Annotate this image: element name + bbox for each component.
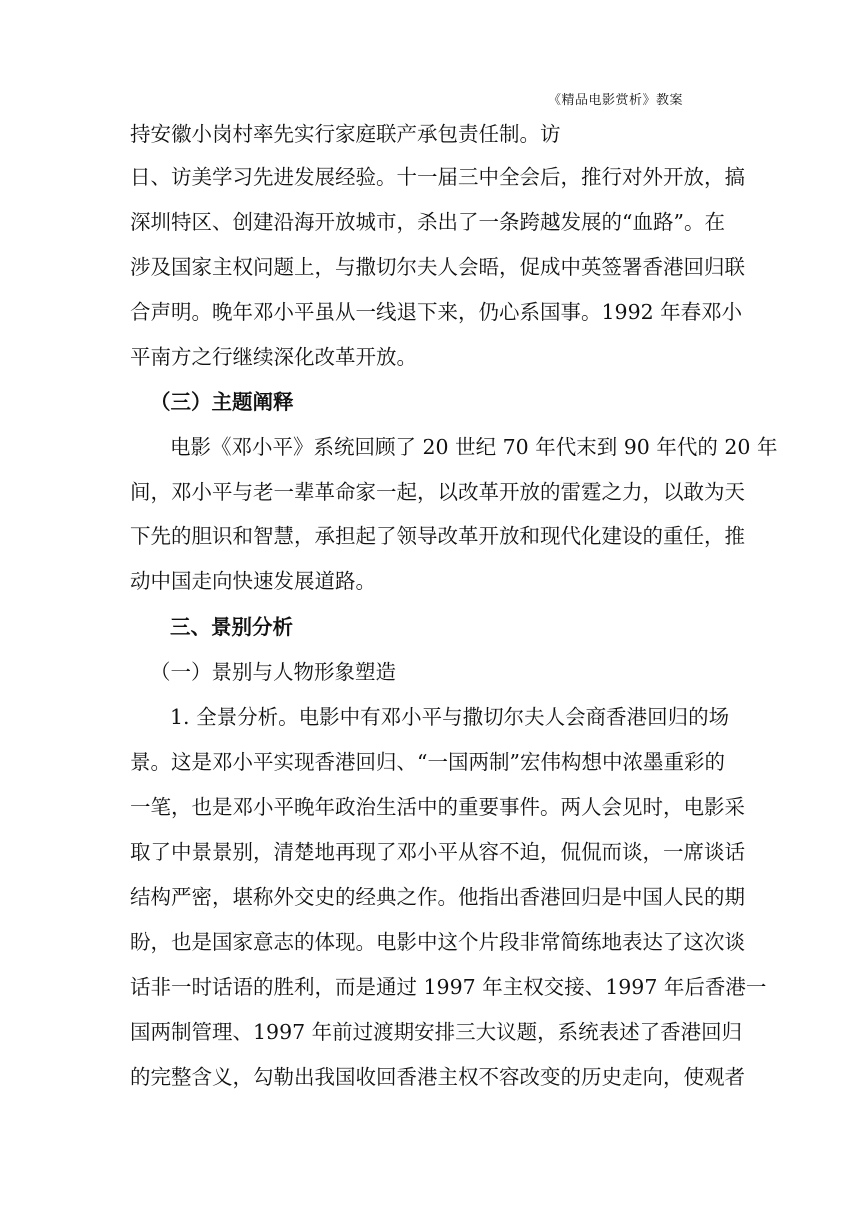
running-header: 《精品电影赏析》教案 (548, 93, 684, 108)
text-line-5: 合声明。晚年邓小平虽从一线退下来，仍心系国事。1992 年春邓小 (130, 300, 743, 324)
text-line-8: 电影《邓小平》系统回顾了 20 世纪 70 年代末到 90 年代的 20 年 (170, 435, 778, 459)
section-heading-theme: （三）主题阐释 (150, 390, 294, 414)
subsection-heading-shots-characters: （一）景别与人物形象塑造 (150, 660, 396, 684)
text-line-18: 结构严密，堪称外交史的经典之作。他指出香港回归是中国人民的期 (130, 885, 745, 909)
text-line-20: 话非一时话语的胜利，而是通过 1997 年主权交接、1997 年后香港一 (130, 975, 767, 999)
text-line-21: 国两制管理、1997 年前过渡期安排三大议题，系统表述了香港回归 (130, 1020, 743, 1044)
text-line-1: 持安徽小岗村率先实行家庭联产承包责任制。访 (130, 122, 561, 146)
text-line-17: 取了中景景别，清楚地再现了邓小平从容不迫，侃侃而谈，一席谈话 (130, 840, 745, 864)
text-line-6: 平南方之行继续深化改革开放。 (130, 345, 417, 369)
section-heading-shot-analysis: 三、景别分析 (170, 615, 293, 639)
text-line-3: 深圳特区、创建沿海开放城市，杀出了一条跨越发展的“血路”。在 (130, 210, 725, 234)
text-line-2: 日、访美学习先进发展经验。十一届三中全会后，推行对外开放，搞 (130, 165, 745, 189)
text-line-16: 一笔，也是邓小平晚年政治生活中的重要事件。两人会见时，电影采 (130, 795, 745, 819)
text-line-4: 涉及国家主权问题上，与撒切尔夫人会晤，促成中英签署香港回归联 (130, 255, 745, 279)
text-line-9: 间，邓小平与老一辈革命家一起，以改革开放的雷霆之力，以敢为天 (130, 480, 745, 504)
text-line-15: 景。这是邓小平实现香港回归、“一国两制”宏伟构想中浓墨重彩的 (130, 750, 725, 774)
text-line-19: 盼，也是国家意志的体现。电影中这个片段非常简练地表达了这次谈 (130, 930, 745, 954)
text-line-10: 下先的胆识和智慧，承担起了领导改革开放和现代化建设的重任，推 (130, 524, 745, 548)
text-line-11: 动中国走向快速发展道路。 (130, 569, 376, 593)
text-line-22: 的完整含义，勾勒出我国收回香港主权不容改变的历史走向，使观者 (130, 1065, 745, 1089)
text-line-14: 1. 全景分析。电影中有邓小平与撒切尔夫人会商香港回归的场 (170, 705, 730, 729)
